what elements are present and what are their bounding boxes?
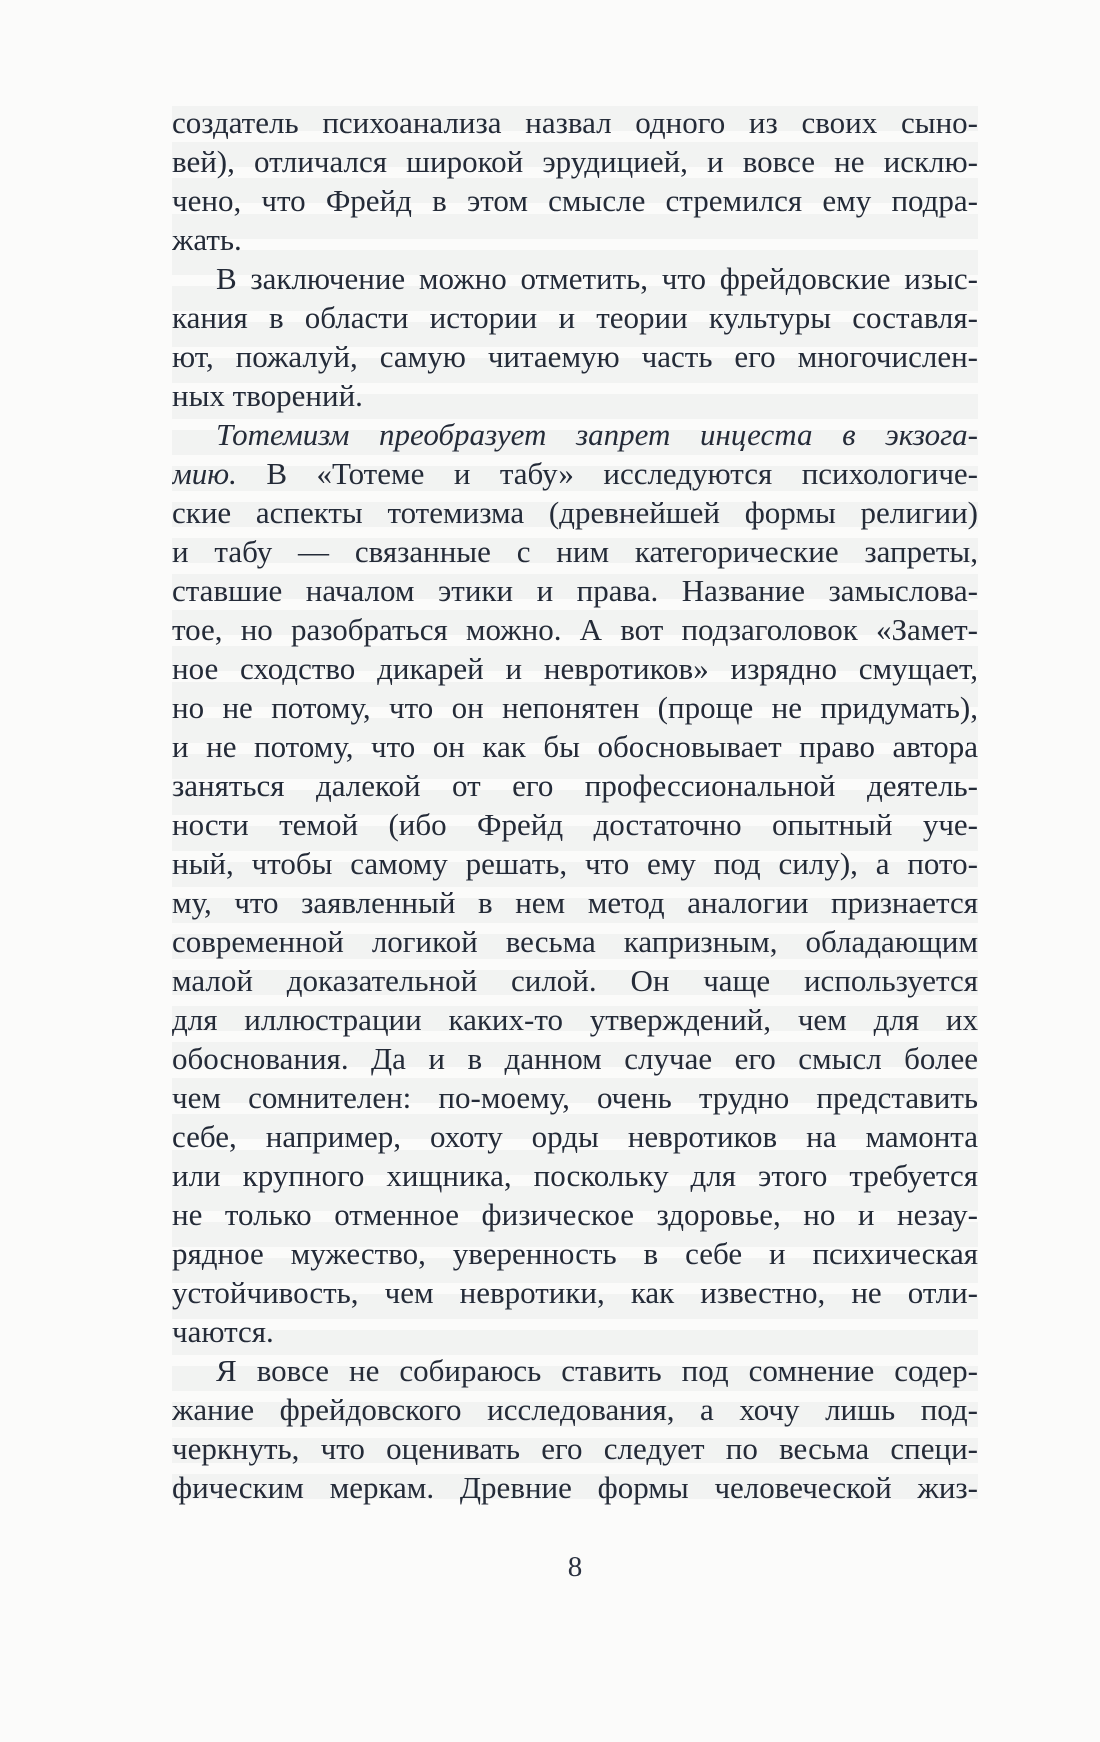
text-block <box>172 103 978 1507</box>
body-text: ности темой (ибо Фрейд достаточно опытный уче- <box>172 807 978 842</box>
body-text: для иллюстрации каких-то утверждений, чем для их <box>172 1002 978 1037</box>
body-text: обоснования. Да и в данном случае его смысл более <box>172 1041 978 1076</box>
body-text: или крупного хищника, поскольку для этого требуется <box>172 1158 978 1193</box>
text-line <box>172 532 978 571</box>
text-line <box>172 844 978 883</box>
text-line <box>172 1351 978 1390</box>
body-text: создатель психоанализа назвал одного из своих сыно- <box>172 105 978 140</box>
body-text: чено, что Фрейд в этом смысле стремился ему подра- <box>172 183 978 218</box>
text-line <box>172 1156 978 1195</box>
text-line <box>172 376 978 415</box>
body-text: вей), отличался широкой эрудицией, и вовсе не исклю- <box>172 144 978 179</box>
text-line <box>172 1429 978 1468</box>
body-text: чаются. <box>172 1314 274 1349</box>
text-line <box>172 337 978 376</box>
text-line <box>172 727 978 766</box>
text-line <box>172 883 978 922</box>
text-line <box>172 181 978 220</box>
body-text: современной логикой весьма капризным, обладающим <box>172 924 978 959</box>
body-text: В «Тотеме и табу» исследуются психологиче- <box>236 456 978 491</box>
paragraph <box>172 415 978 1351</box>
text-line <box>172 688 978 727</box>
text-line <box>172 142 978 181</box>
text-line <box>172 259 978 298</box>
text-line <box>172 1234 978 1273</box>
text-line <box>172 1117 978 1156</box>
body-text: фическим меркам. Древние формы человеческой жиз- <box>172 1470 978 1505</box>
text-line <box>172 922 978 961</box>
text-line <box>172 493 978 532</box>
body-text: ские аспекты тотемизма (древнейшей формы религии) <box>172 495 978 530</box>
text-line <box>172 1078 978 1117</box>
italic-text: мию. <box>172 456 237 491</box>
text-line <box>172 805 978 844</box>
body-text: чем сомнителен: по-моему, очень трудно представить <box>172 1080 978 1115</box>
text-line <box>172 961 978 1000</box>
body-text: и не потому, что он как бы обосновывает право автора <box>172 729 978 764</box>
text-line <box>172 1039 978 1078</box>
text-line <box>172 610 978 649</box>
paragraph <box>172 103 978 259</box>
text-line <box>172 220 978 259</box>
body-text: В заключение можно отметить, что фрейдовские изыс- <box>216 261 978 296</box>
body-text: жание фрейдовского исследования, а хочу лишь под- <box>172 1392 978 1427</box>
body-text: малой доказательной силой. Он чаще используется <box>172 963 978 998</box>
body-text: ное сходство дикарей и невротиков» изрядно смущает, <box>172 651 978 686</box>
body-text: но не потому, что он непонятен (проще не придумать), <box>172 690 978 725</box>
text-line <box>172 103 978 142</box>
text-line <box>172 1000 978 1039</box>
body-text: не только отменное физическое здоровье, но и незау- <box>172 1197 978 1232</box>
text-line <box>172 1468 978 1507</box>
body-text: кания в области истории и теории культуры составля- <box>172 300 978 335</box>
body-text: черкнуть, что оценивать его следует по весьма специ- <box>172 1431 978 1466</box>
body-text: заняться далекой от его профессиональной деятель- <box>172 768 978 803</box>
text-line <box>172 415 978 454</box>
text-line <box>172 298 978 337</box>
body-text: и табу — связанные с ним категорические запреты, <box>172 534 978 569</box>
body-text: Я вовсе не собираюсь ставить под сомнение содер- <box>216 1353 978 1388</box>
body-text: устойчивость, чем невротики, как известно, не отли- <box>172 1275 978 1310</box>
body-text: жать. <box>172 222 242 257</box>
text-line <box>172 1273 978 1312</box>
text-line <box>172 571 978 610</box>
body-text: ставшие началом этики и права. Название замыслова- <box>172 573 978 608</box>
text-line <box>172 766 978 805</box>
paragraph <box>172 1351 978 1507</box>
text-line <box>172 1195 978 1234</box>
text-line <box>172 1390 978 1429</box>
body-text: себе, например, охоту орды невротиков на мамонта <box>172 1119 978 1154</box>
body-text: тое, но разобраться можно. А вот подзаголовок «Замет- <box>172 612 978 647</box>
body-text: ный, чтобы самому решать, что ему под силу), а пото- <box>172 846 978 881</box>
body-text: ных творений. <box>172 378 363 413</box>
text-line <box>172 454 978 493</box>
italic-text: Тотемизм преобразует запрет инцеста в экзога- <box>216 417 978 452</box>
text-line <box>172 1312 978 1351</box>
text-line <box>172 649 978 688</box>
body-text: му, что заявленный в нем метод аналогии признается <box>172 885 978 920</box>
body-text: рядное мужество, уверенность в себе и психическая <box>172 1236 978 1271</box>
paragraph <box>172 259 978 415</box>
page-number: 8 <box>567 1551 583 1583</box>
body-text: ют, пожалуй, самую читаемую часть его многочислен- <box>172 339 978 374</box>
